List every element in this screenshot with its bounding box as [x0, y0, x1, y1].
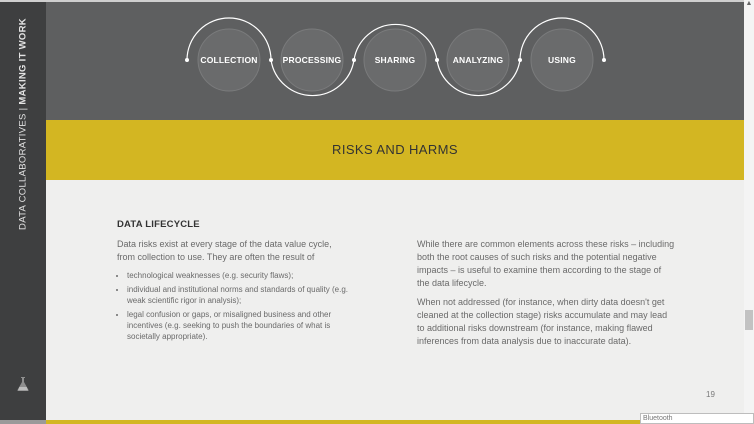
sidebar — [0, 2, 46, 420]
stage-label-collection: COLLECTION — [200, 55, 258, 65]
title-light: DATA COLLABORATIVES — [17, 113, 29, 230]
scroll-up-arrow-icon[interactable]: ▲ — [745, 0, 753, 7]
list-item: • individual and institutional norms and standards of quality (e.g. weak scientific rigor in analysis); — [127, 284, 349, 306]
vertical-title — [18, 18, 29, 230]
title-separator: | — [17, 107, 29, 111]
connector-dot — [185, 58, 189, 62]
stage-label-analyzing: ANALYZING — [452, 55, 504, 65]
content-heading: DATA LIFECYCLE — [117, 219, 200, 230]
connector-dot — [518, 58, 522, 62]
intro-paragraph: Data risks exist at every stage of the data value cycle, from collection to use. They are often the result of — [117, 239, 332, 262]
list-item: • legal confusion or gaps, or misaligned business and other incentives (e.g. seeking to push the boundaries of what is societally appropriate). — [127, 309, 349, 342]
stage-label-using: USING — [548, 55, 576, 65]
body-paragraph: When not addressed (for instance, when dirty data doesn't get cleaned at the collection stage) risks accumulate and may lead to additional risks downstream (for instance, making flawed inferences from data analysis due to inaccurate data). — [417, 297, 668, 346]
stage-label-sharing: SHARING — [374, 55, 416, 65]
next-page-edge — [46, 420, 646, 424]
list-item: • technological weaknesses (e.g. security flaws); — [127, 270, 349, 281]
connector-dot — [269, 58, 273, 62]
title-bold: MAKING IT WORK — [17, 18, 29, 105]
document-page — [46, 2, 744, 420]
flask-icon — [17, 377, 29, 391]
body-paragraph: While there are common elements across these risks – including both the root causes of such risks and the potential negative impacts – is useful to examine them according to the stage of the data lifecycle. — [417, 239, 675, 288]
risk-list — [117, 270, 349, 342]
stage-label-processing: PROCESSING — [282, 55, 342, 65]
scrollbar-thumb[interactable] — [745, 310, 753, 330]
connector-dot — [602, 58, 606, 62]
right-column — [417, 238, 675, 354]
sidebar-bottom-edge — [0, 420, 46, 424]
connector-dot — [435, 58, 439, 62]
connector-dot — [352, 58, 356, 62]
vertical-scrollbar[interactable] — [744, 0, 754, 424]
tooltip: Bluetooth — [640, 413, 754, 424]
left-column — [117, 238, 349, 345]
page-number: 19 — [706, 390, 715, 399]
section-title: RISKS AND HARMS — [332, 142, 458, 157]
